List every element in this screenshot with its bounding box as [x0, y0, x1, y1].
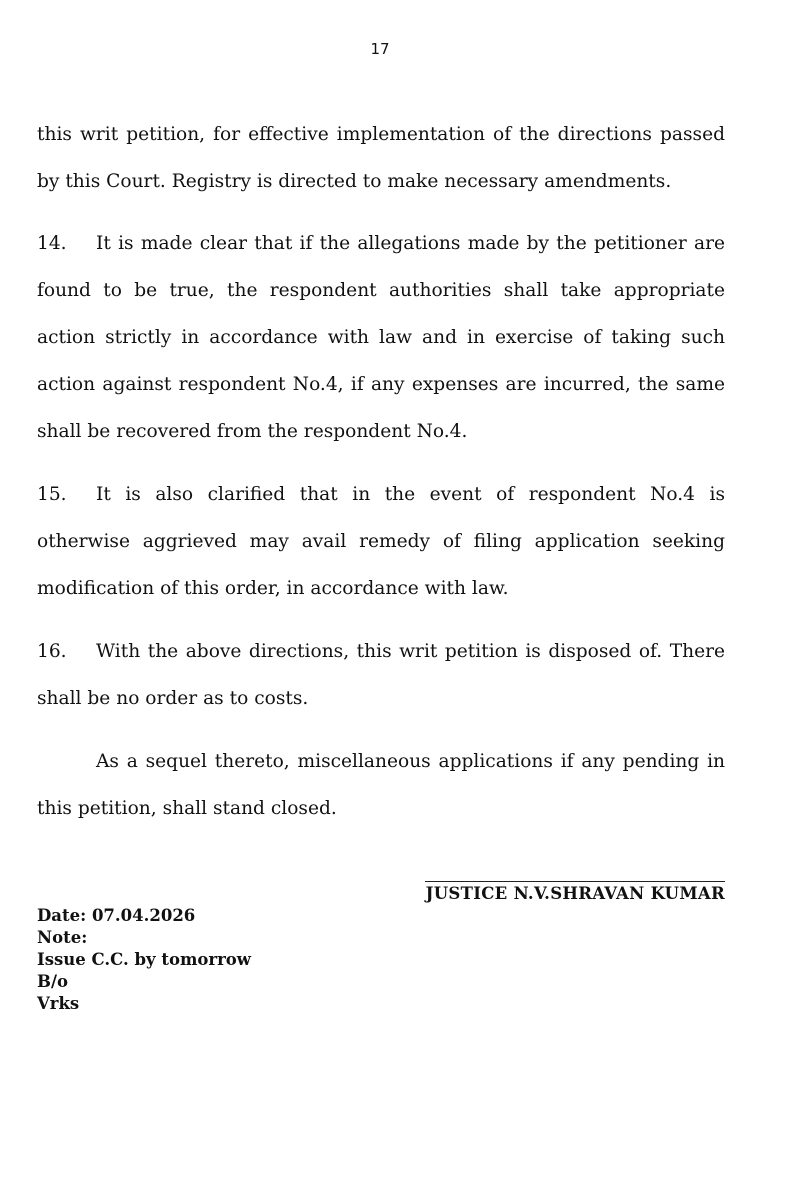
- page-number: 17: [370, 40, 390, 58]
- order-date: Date: 07.04.2026: [37, 906, 196, 925]
- issue-instruction: Issue C.C. by tomorrow: [37, 950, 252, 969]
- paragraph-15: [37, 471, 725, 612]
- bo-label: B/o: [37, 972, 68, 991]
- typist-initials: Vrks: [37, 994, 80, 1013]
- paragraph-16-number: 16.: [37, 641, 67, 662]
- sequel-paragraph: [37, 738, 725, 832]
- sequel-text: As a sequel thereto, miscellaneous applications if any pending in this petition, shall stand closed.: [37, 751, 725, 819]
- paragraph-15-number: 15.: [37, 484, 67, 505]
- note-label: Note:: [37, 928, 88, 947]
- order-body: [37, 111, 725, 832]
- order-footer: [37, 905, 251, 1015]
- paragraph-14: [37, 220, 725, 455]
- signature-line: [425, 881, 725, 882]
- paragraph-15-text: It is also clarified that in the event of respondent No.4 is otherwise aggrieved may avail remedy of filing application seeking modification of this order, in accordance with law.: [37, 484, 725, 599]
- judge-name: JUSTICE N.V.SHRAVAN KUMAR: [425, 884, 725, 903]
- continuation-paragraph: this writ petition, for effective implementation of the directions passed by this Court. Registry is directed to make necessary amendments.: [37, 124, 725, 192]
- paragraph-16: [37, 628, 725, 722]
- paragraph-14-number: 14.: [37, 233, 67, 254]
- paragraph-14-text: It is made clear that if the allegations made by the petitioner are found to be true, the respondent authorities shall take appropriate action strictly in accordance with law and in exercise of taking such action against respondent No.4, if any expenses are incurred, the same shall be recovered from the respondent No.4.: [37, 233, 725, 442]
- paragraph-16-text: With the above directions, this writ petition is disposed of. There shall be no order as to costs.: [37, 641, 725, 709]
